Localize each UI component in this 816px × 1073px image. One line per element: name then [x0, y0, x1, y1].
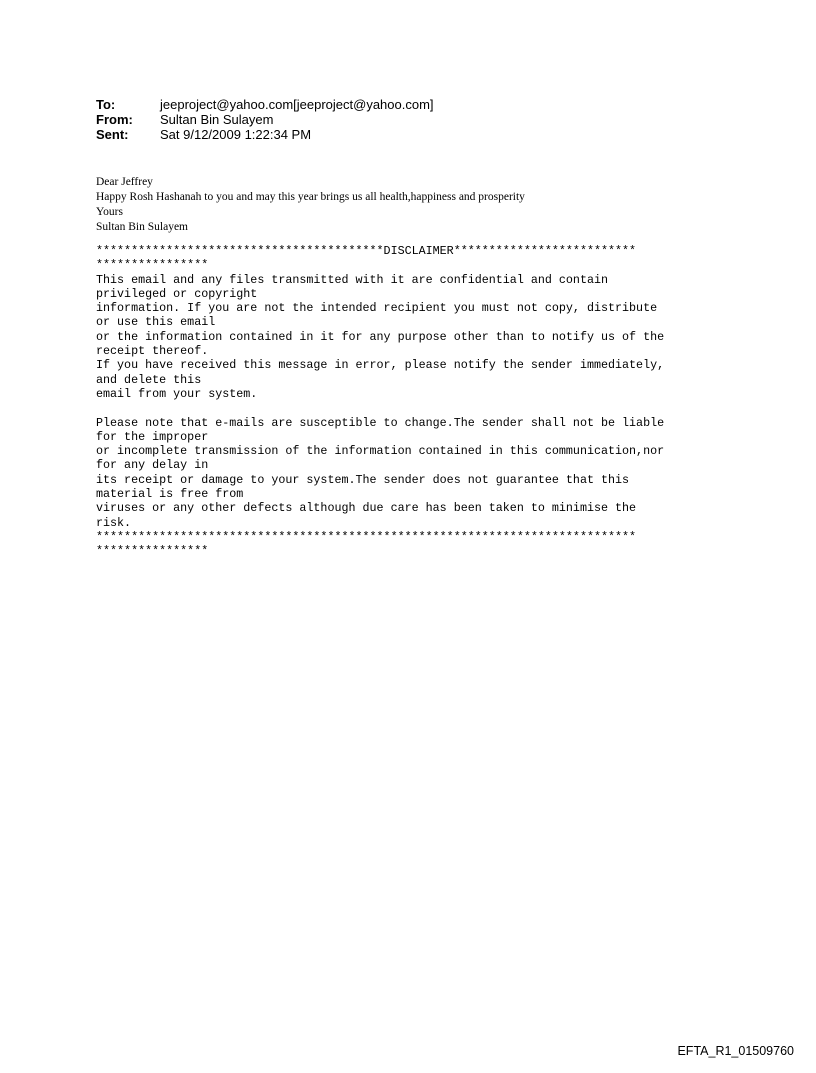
- disclaimer-line: If you have received this message in error, please notify the sender immediately,: [96, 358, 665, 373]
- document-id: EFTA_R1_01509760: [677, 1044, 794, 1058]
- disclaimer-line: or use this email: [96, 315, 216, 330]
- sent-label: Sent:: [96, 127, 129, 142]
- disclaimer-line: ****************: [96, 258, 209, 273]
- disclaimer-line: receipt thereof.: [96, 344, 209, 359]
- disclaimer-line: ****************: [96, 544, 209, 559]
- email-header: [96, 97, 434, 142]
- disclaimer-line: *****************************************************************************: [96, 529, 637, 544]
- sent-value: Sat 9/12/2009 1:22:34 PM: [160, 127, 312, 142]
- disclaimer-line: This email and any files transmitted with it are confidential and contain: [96, 272, 608, 287]
- disclaimer-line: risk.: [96, 515, 132, 530]
- from-row: [96, 112, 434, 127]
- disclaimer-line: for the improper: [96, 429, 209, 444]
- disclaimer-line: or incomplete transmission of the information contained in this communication,nor: [96, 444, 665, 459]
- disclaimer-line: Please note that e-mails are susceptible to change.The sender shall not be liable: [96, 415, 665, 430]
- disclaimer-line: or the information contained in it for any purpose other than to notify us of the: [96, 329, 665, 344]
- from-value: Sultan Bin Sulayem: [160, 112, 274, 127]
- from-label: From:: [96, 112, 133, 127]
- disclaimer-line: viruses or any other defects although due care has been taken to minimise the: [96, 501, 637, 516]
- to-row: [96, 97, 434, 112]
- to-label: To:: [96, 97, 116, 112]
- disclaimer-line: and delete this: [96, 372, 202, 387]
- email-body: [96, 175, 525, 235]
- to-value: jeeproject@yahoo.com[jeeproject@yahoo.com]: [160, 97, 434, 112]
- disclaimer-line: information. If you are not the intended recipient you must not copy, distribute: [96, 301, 658, 316]
- signature: Sultan Bin Sulayem: [96, 221, 188, 233]
- message-line: Happy Rosh Hashanah to you and may this year brings us all health,happiness and prosperity: [96, 191, 525, 203]
- disclaimer-line: [96, 401, 736, 415]
- salutation: Dear Jeffrey: [96, 176, 153, 188]
- closing: Yours: [96, 206, 123, 218]
- disclaimer-line: *****************************************DISCLAIMER**************************: [96, 244, 637, 258]
- disclaimer-line: material is free from: [96, 487, 244, 502]
- sent-row: [96, 127, 434, 142]
- disclaimer-line: its receipt or damage to your system.The sender does not guarantee that this: [96, 472, 630, 487]
- disclaimer-block: [96, 244, 736, 559]
- disclaimer-line: privileged or copyright: [96, 286, 258, 301]
- disclaimer-line: for any delay in: [96, 458, 209, 473]
- disclaimer-line: email from your system.: [96, 386, 258, 401]
